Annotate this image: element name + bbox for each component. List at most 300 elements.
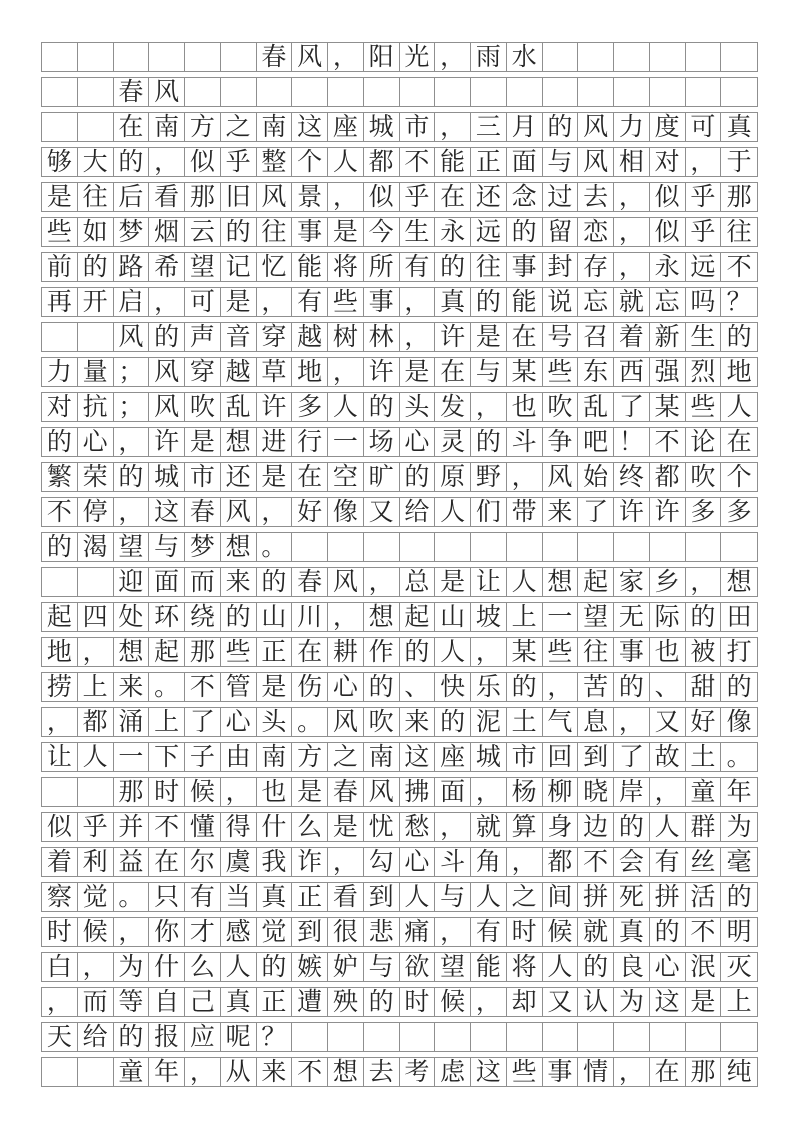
grid-cell: 将 [507,953,543,981]
grid-cell: 南 [257,743,293,771]
grid-cell: 面 [435,778,471,806]
grid-cell: 拼 [578,883,614,911]
grid-cell: 的 [149,323,185,351]
grid-cell: 杨 [507,778,543,806]
grid-cell: 来 [221,568,257,596]
grid-cell: 觉 [78,883,114,911]
grid-cell: 的 [221,603,257,631]
grid-cell: ， [507,463,543,491]
grid-cell: 春 [328,778,364,806]
grid-cell: 让 [471,568,507,596]
grid-cell: 是 [292,778,328,806]
grid-cell: 让 [42,743,78,771]
grid-cell: 许 [364,358,400,386]
grid-cell: 力 [614,113,650,141]
grid-cell: 认 [578,988,614,1016]
grid-cell: 真 [726,113,752,141]
grid-cell: 往 [578,638,614,666]
grid-cell [686,78,722,106]
grid-cell [78,78,114,106]
essay-row [41,742,758,772]
grid-cell: 三 [471,113,507,141]
grid-cell: 许 [435,323,471,351]
grid-cell: 绕 [185,603,221,631]
grid-cell: 苦 [578,673,614,701]
grid-cell: 说 [543,288,579,316]
grid-cell: 风 [578,113,614,141]
grid-cell: 这 [400,743,436,771]
grid-cell: 了 [614,743,650,771]
grid-cell: 都 [78,708,114,736]
grid-cell: 许 [614,498,650,526]
grid-cell: 能 [507,288,543,316]
grid-cell: 的 [543,113,579,141]
grid-cell: 也 [257,778,293,806]
grid-cell: 如 [78,218,114,246]
essay-row [41,777,758,807]
grid-cell [686,1023,722,1051]
grid-cell: 晓 [578,778,614,806]
grid-cell: 又 [364,498,400,526]
grid-cell: 吧 [578,428,614,456]
essay-row [41,427,758,457]
essay-row [41,532,758,562]
grid-cell: 间 [543,883,579,911]
grid-cell: 情 [578,1058,614,1086]
grid-cell: ， [435,43,471,71]
grid-cell: 来 [257,1058,293,1086]
grid-cell [650,1023,686,1051]
grid-cell: 的 [42,428,78,456]
grid-cell: 活 [686,883,722,911]
grid-cell: 起 [400,603,436,631]
grid-cell: 许 [257,393,293,421]
essay-row [41,812,758,842]
grid-cell: 这 [292,113,328,141]
grid-cell [42,323,78,351]
grid-cell: 斗 [507,428,543,456]
grid-cell: 来 [400,708,436,736]
grid-cell: 真 [435,288,471,316]
grid-cell: 不 [650,428,686,456]
grid-cell: 望 [578,603,614,631]
grid-cell: 心 [650,953,686,981]
grid-cell: 的 [114,148,150,176]
grid-cell: 故 [650,743,686,771]
grid-cell: 着 [42,848,78,876]
grid-cell: 的 [114,463,150,491]
grid-cell [543,533,579,561]
grid-cell: ， [435,113,471,141]
grid-cell: ， [471,638,507,666]
grid-cell [507,1023,543,1051]
essay-grid [41,42,758,1092]
grid-cell: 光 [400,43,436,71]
grid-cell: 山 [257,603,293,631]
grid-cell: 乎 [686,183,722,211]
grid-cell: 城 [149,463,185,491]
grid-cell [578,1023,614,1051]
grid-cell: 南 [364,743,400,771]
grid-cell: 有 [292,288,328,316]
grid-cell: 下 [149,743,185,771]
grid-cell: 启 [114,288,150,316]
grid-cell [471,1023,507,1051]
grid-cell: 的 [471,288,507,316]
grid-cell: 给 [78,1023,114,1051]
grid-cell: 路 [114,253,150,281]
grid-cell: 生 [686,323,722,351]
grid-cell: 上 [78,673,114,701]
grid-cell: 始 [578,463,614,491]
grid-cell: 丝 [686,848,722,876]
grid-cell: 与 [471,358,507,386]
grid-cell: 那 [114,778,150,806]
grid-cell: 像 [328,498,364,526]
grid-cell: 看 [149,183,185,211]
grid-cell: 才 [185,918,221,946]
grid-cell [721,1023,757,1051]
grid-cell: 是 [471,323,507,351]
grid-cell [364,533,400,561]
grid-cell: 嫉 [292,953,328,981]
grid-cell: 烈 [686,358,722,386]
grid-cell: 论 [686,428,722,456]
grid-cell: 想 [543,568,579,596]
grid-cell: 能 [292,253,328,281]
grid-cell: 阳 [364,43,400,71]
grid-cell: 气 [543,708,579,736]
grid-cell [78,43,114,71]
grid-cell: 事 [507,253,543,281]
grid-cell: 多 [726,498,752,526]
grid-cell [257,78,293,106]
grid-cell: ， [257,288,293,316]
grid-cell: 穿 [257,323,293,351]
grid-cell: ， [114,918,150,946]
grid-cell [114,43,150,71]
grid-cell: 穿 [185,358,221,386]
grid-cell: ， [614,253,650,281]
grid-cell: 。 [114,883,150,911]
grid-cell: 时 [400,988,436,1016]
grid-cell: 土 [507,708,543,736]
grid-cell: 对 [650,148,686,176]
grid-cell: 为 [726,813,752,841]
grid-cell: 虞 [221,848,257,876]
grid-cell: 方 [292,743,328,771]
grid-cell: ， [471,988,507,1016]
grid-cell: 们 [471,498,507,526]
grid-cell [471,533,507,561]
grid-cell: 些 [686,393,722,421]
grid-cell [578,533,614,561]
grid-cell: 往 [471,253,507,281]
grid-cell: 是 [400,358,436,386]
grid-cell [292,1023,328,1051]
grid-cell: 拼 [650,883,686,911]
grid-cell: 将 [328,253,364,281]
grid-cell: ， [328,183,364,211]
grid-cell: 方 [185,113,221,141]
grid-cell: ， [221,778,257,806]
grid-cell: 不 [578,848,614,876]
grid-cell: ， [328,358,364,386]
grid-cell: 乎 [400,183,436,211]
grid-cell [185,78,221,106]
grid-cell: 强 [650,358,686,386]
essay-row [41,77,758,107]
grid-cell [650,43,686,71]
grid-cell: 田 [726,603,752,631]
grid-cell: 也 [650,638,686,666]
grid-cell: 由 [221,743,257,771]
grid-cell: 是 [435,568,471,596]
grid-cell: 不 [726,253,752,281]
grid-cell: 再 [42,288,78,316]
grid-cell [328,1023,364,1051]
grid-cell: 还 [471,183,507,211]
grid-cell: 风 [149,78,185,106]
grid-cell: ？ [726,288,752,316]
grid-cell: ， [328,848,364,876]
grid-cell: 不 [686,918,722,946]
grid-cell: 纯 [726,1058,752,1086]
grid-cell: 心 [400,848,436,876]
grid-cell [543,78,579,106]
grid-cell: 希 [149,253,185,281]
grid-cell: 的 [650,918,686,946]
grid-cell: 的 [435,708,471,736]
grid-cell: 不 [149,813,185,841]
grid-cell: 报 [149,1023,185,1051]
grid-cell: 群 [686,813,722,841]
grid-cell: 市 [185,463,221,491]
grid-cell: 某 [507,638,543,666]
grid-cell: 事 [543,1058,579,1086]
grid-cell: 而 [78,988,114,1016]
grid-cell: 远 [686,253,722,281]
grid-cell: 水 [507,43,543,71]
grid-cell: 在 [292,463,328,491]
grid-cell: 、 [650,673,686,701]
grid-cell: 的 [257,953,293,981]
grid-cell: 等 [114,988,150,1016]
grid-cell: 打 [726,638,752,666]
grid-cell: 人 [471,883,507,911]
grid-cell: 远 [471,218,507,246]
grid-cell [471,78,507,106]
grid-cell: 人 [78,743,114,771]
grid-cell: 到 [292,918,328,946]
grid-cell: 在 [650,1058,686,1086]
grid-cell [42,568,78,596]
grid-cell: 个 [292,148,328,176]
grid-cell: 无 [614,603,650,631]
grid-cell: 事 [364,288,400,316]
grid-cell: 虑 [435,1058,471,1086]
grid-cell: 角 [471,848,507,876]
grid-cell: 今 [364,218,400,246]
grid-cell [400,78,436,106]
grid-cell: 东 [578,358,614,386]
grid-cell: 悲 [364,918,400,946]
grid-cell: 忘 [578,288,614,316]
grid-cell: ， [507,848,543,876]
grid-cell: 之 [221,113,257,141]
grid-cell: 好 [686,708,722,736]
essay-row [41,707,758,737]
grid-cell: 妒 [328,953,364,981]
grid-cell: 原 [435,463,471,491]
grid-cell: 些 [221,638,257,666]
essay-row [41,112,758,142]
grid-cell: 觉 [257,918,293,946]
grid-cell [149,43,185,71]
grid-cell: 了 [578,498,614,526]
grid-cell: 真 [221,988,257,1016]
essay-row [41,287,758,317]
grid-cell: 懂 [185,813,221,841]
grid-cell: 的 [364,988,400,1016]
grid-cell: 到 [578,743,614,771]
grid-cell: 心 [328,673,364,701]
grid-cell: 正 [292,883,328,911]
grid-cell: 南 [257,113,293,141]
grid-cell: 总 [400,568,436,596]
grid-cell: 殃 [328,988,364,1016]
grid-cell [614,1023,650,1051]
grid-cell: ， [686,568,722,596]
grid-cell: 可 [686,113,722,141]
grid-cell: 灵 [435,428,471,456]
grid-cell: 为 [614,988,650,1016]
grid-cell: 不 [42,498,78,526]
grid-cell: 永 [650,253,686,281]
grid-cell: 都 [543,848,579,876]
grid-cell: 风 [328,568,364,596]
grid-cell: 毫 [726,848,752,876]
grid-cell: 想 [114,638,150,666]
grid-cell: 一 [328,428,364,456]
grid-cell: 的 [400,638,436,666]
grid-cell: 前 [42,253,78,281]
grid-cell: ， [435,813,471,841]
grid-cell: 终 [614,463,650,491]
grid-cell: 风 [543,463,579,491]
grid-cell: 事 [614,638,650,666]
grid-cell [686,533,722,561]
grid-cell: 可 [185,288,221,316]
grid-cell: 考 [400,1058,436,1086]
grid-cell: ， [614,708,650,736]
grid-cell: 声 [185,323,221,351]
grid-cell: 的 [42,533,78,561]
grid-cell: 去 [364,1058,400,1086]
essay-row [41,952,758,982]
grid-cell: 人 [435,498,471,526]
grid-cell: 身 [543,813,579,841]
grid-cell: 似 [185,148,221,176]
grid-cell: 记 [221,253,257,281]
grid-cell: ， [400,323,436,351]
grid-cell [614,43,650,71]
grid-cell: 被 [686,638,722,666]
grid-cell: ， [149,148,185,176]
grid-cell: 童 [114,1058,150,1086]
grid-cell: 利 [78,848,114,876]
grid-cell: 死 [614,883,650,911]
grid-cell: 不 [185,673,221,701]
grid-cell: 年 [726,778,752,806]
grid-cell: 什 [257,813,293,841]
grid-cell: 的 [614,673,650,701]
grid-cell: 忧 [364,813,400,841]
grid-cell: 一 [543,603,579,631]
grid-cell [185,43,221,71]
grid-cell: 在 [435,183,471,211]
grid-cell: 召 [578,323,614,351]
grid-cell: 都 [650,463,686,491]
grid-cell: 应 [185,1023,221,1051]
grid-cell: 的 [78,253,114,281]
grid-cell: 整 [257,148,293,176]
grid-cell: 上 [149,708,185,736]
grid-cell: 得 [221,813,257,841]
grid-cell: 有 [650,848,686,876]
grid-cell: 越 [292,323,328,351]
grid-cell: 些 [543,358,579,386]
grid-cell: 的 [726,883,752,911]
grid-cell: 头 [257,708,293,736]
grid-cell: 风 [149,393,185,421]
grid-cell: 察 [42,883,78,911]
essay-title-row [41,42,758,72]
grid-cell [543,1023,579,1051]
essay-row [41,497,758,527]
grid-cell: 么 [292,813,328,841]
grid-cell: 留 [543,218,579,246]
grid-cell: 些 [328,288,364,316]
grid-cell: 心 [400,428,436,456]
grid-cell: 、 [400,673,436,701]
grid-cell: ， [114,428,150,456]
grid-cell: 有 [185,883,221,911]
grid-cell: 人 [650,813,686,841]
grid-cell: 泯 [686,953,722,981]
grid-cell: 那 [686,1058,722,1086]
grid-cell: 的 [507,673,543,701]
grid-cell: 环 [149,603,185,631]
grid-cell: 土 [686,743,722,771]
grid-cell: 边 [578,813,614,841]
grid-cell: 吹 [364,708,400,736]
grid-cell: 了 [614,393,650,421]
grid-cell: 永 [435,218,471,246]
grid-cell: 乐 [471,673,507,701]
grid-cell: 耕 [328,638,364,666]
grid-cell: ， [364,568,400,596]
grid-cell: 想 [221,533,257,561]
grid-cell: 柳 [543,778,579,806]
grid-cell: 是 [328,813,364,841]
grid-cell: 来 [114,673,150,701]
grid-cell: 像 [726,708,752,736]
grid-cell: 念 [507,183,543,211]
grid-cell: 人 [221,953,257,981]
grid-cell: 往 [726,218,752,246]
essay-row [41,182,758,212]
